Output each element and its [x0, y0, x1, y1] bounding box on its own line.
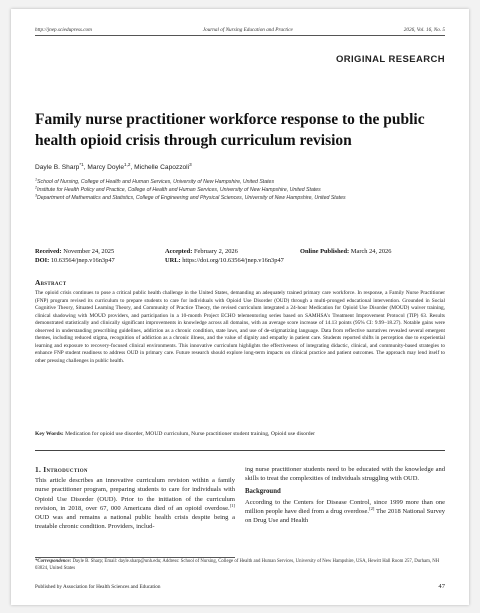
author-superscript: *1 — [79, 161, 84, 167]
affiliation-text: School of Nursing, College of Health and Human Services, University of New Hampshire, United States — [37, 179, 275, 185]
keywords-text: Medication for opioid use disorder, MOUD curriculum, Nurse practitioner student training, Opioid use disorder — [65, 431, 315, 437]
abstract-heading: Abstract — [35, 278, 67, 287]
publication-dates — [35, 247, 445, 265]
journal-name: Journal of Nursing Education and Practice — [202, 27, 293, 33]
affiliation — [35, 178, 445, 186]
affiliation — [35, 194, 445, 202]
paragraph-text: According to the Centers for Disease Control, since 1999 more than one million people have died from a drug overdose. — [245, 498, 445, 515]
introduction-paragraph-cont: ing nurse practitioner students need to be educated with the knowledge and skills to treat the complexities of individuals struggling with OUD. — [245, 466, 445, 483]
page-number: 47 — [438, 583, 445, 590]
background-paragraph — [245, 498, 445, 526]
paragraph-text: This article describes an innovative curriculum revision within a family nurse practitioner program, preparing students to care for individuals with Opioid Use Disorder (OUD). Prior to the initiation of the curriculum revision, in 2018, over 67, 000 Americans died of an opioid overdose. — [35, 477, 235, 512]
doi-label: DOI: — [35, 257, 50, 264]
introduction-paragraph — [35, 476, 235, 531]
correspondence-footnote — [35, 559, 445, 572]
affiliations — [35, 178, 445, 202]
section-divider — [35, 450, 445, 451]
author-name: Michelle Capozzoli — [134, 164, 190, 171]
affiliation-text: Institute for Health Policy and Practice, College of Health and Human Services, University of New Hampshire, United States — [37, 187, 321, 193]
page-footer — [35, 583, 445, 590]
background-heading: Background — [245, 488, 281, 496]
footnote-label: *Correspondence: — [35, 559, 72, 564]
journal-url[interactable]: http://jnep.sciedupress.com — [35, 27, 92, 33]
keywords — [35, 431, 445, 437]
section-label: ORIGINAL RESEARCH — [335, 54, 445, 65]
right-column — [245, 465, 445, 525]
keywords-label: Key Words: — [35, 431, 64, 437]
published-label: Online Published: — [300, 248, 350, 255]
affiliation-number: 2 — [35, 185, 38, 190]
affiliation — [35, 186, 445, 194]
accepted-date: February 2, 2026 — [193, 248, 238, 255]
footnote-text: Dayle B. Sharp; Email: dayle.sharp@unh.edu; Address: School of Nursing, College of Health and Human Services, University of New Hampshire, USA, Hewitt Hall Room 257, Durham, NH 03824, United States — [35, 559, 440, 571]
paragraph-text: The 2018 National Survey on Drug Use and Health — [245, 507, 445, 525]
author-separator: , — [130, 164, 135, 171]
publisher-line: Published by Association for Health Sciences and Education — [35, 584, 161, 590]
volume-info: 2026, Vol. 16, No. 5 — [403, 27, 445, 33]
affiliation-number: 3 — [35, 193, 38, 198]
citation-ref[interactable]: [1] — [229, 502, 235, 508]
abstract-text: The opioid crisis continues to pose a critical public health challenge in the United States, demanding an adequately trained primary care workforce. In response, a Family Nurse Practitioner (FNP) program revised its curriculum to prepare students to care for individuals with Opioid Use Disorder (OUD) through a multi-pronged educational intervention. Grounded in Social Cognitive Theory, Situated Learning Theory, and Community of Practice Theory, the revised curriculum integrated a 24-hour Medication for Opioid Use Disorder (MOUD) waiver training, clinical shadowing with MOUD providers, and participation in a 10-month Project ECHO telementoring series based on SAMHSA's Treatment Improvement Protocol (TIP) 63. Results demonstrated statistically and clinically significant improvements in knowledge across all domains, with an average score increase of 14.13 points (95% CI: 9.99–18.27). Notable gains were observed in understanding prescribing guidelines, addiction as a chronic condition, state laws, and use of de-stigmatizing language. Data from reflective narratives revealed several emergent themes, including reduced stigma, recognition of addiction as a chronic illness, and the value of dignity and empathy in patient care. Students reported shifts in perception due to experiential learning and exposure to recovery-focused clinical environments. This innovative curriculum highlights the effectiveness of integrating didactic, clinical, and community-based strategies to enhance FNP student readiness to address OUD in primary care. Future research should explore long-term impacts on clinical practice and patient outcomes. The approach may lend itself to other pressing challenges in public health. — [35, 290, 445, 364]
author-separator: , — [83, 164, 88, 171]
author-superscript: 1,2 — [124, 161, 131, 167]
published-date: March 24, 2026 — [350, 248, 392, 255]
doi-value[interactable]: 10.63564/jnep.v16n3p47 — [50, 257, 115, 264]
author-superscript: 3 — [189, 161, 192, 167]
url-label: URL: — [165, 257, 181, 264]
author-name: Marcy Doyle — [87, 164, 125, 171]
author-list — [35, 161, 192, 171]
received-date: November 24, 2025 — [63, 248, 115, 255]
received-label: Received: — [35, 248, 62, 255]
url-link[interactable]: https://doi.org/10.63564/jnep.v16n3p47 — [182, 257, 284, 264]
footnote-divider — [35, 557, 235, 558]
affiliation-text: Department of Mathematics and Statistics, College of Engineering and Physical Sciences, University of New Hampshire, United States — [37, 195, 346, 201]
article-title: Family nurse practitioner workforce response to the public health opioid crisis through curriculum revision — [35, 111, 425, 149]
accepted-label: Accepted: — [165, 248, 193, 255]
left-column — [35, 465, 235, 531]
paragraph-text: OUD was and remains a national public health crisis despite being a treatable chronic condition. Providers, includ- — [35, 514, 235, 531]
running-head — [35, 27, 445, 36]
author-name: Dayle B. Sharp — [35, 164, 80, 171]
affiliation-number: 1 — [35, 177, 38, 182]
introduction-heading: 1. Introduction — [35, 465, 88, 474]
paper-page — [11, 9, 469, 605]
citation-ref[interactable]: [2] — [369, 505, 375, 511]
